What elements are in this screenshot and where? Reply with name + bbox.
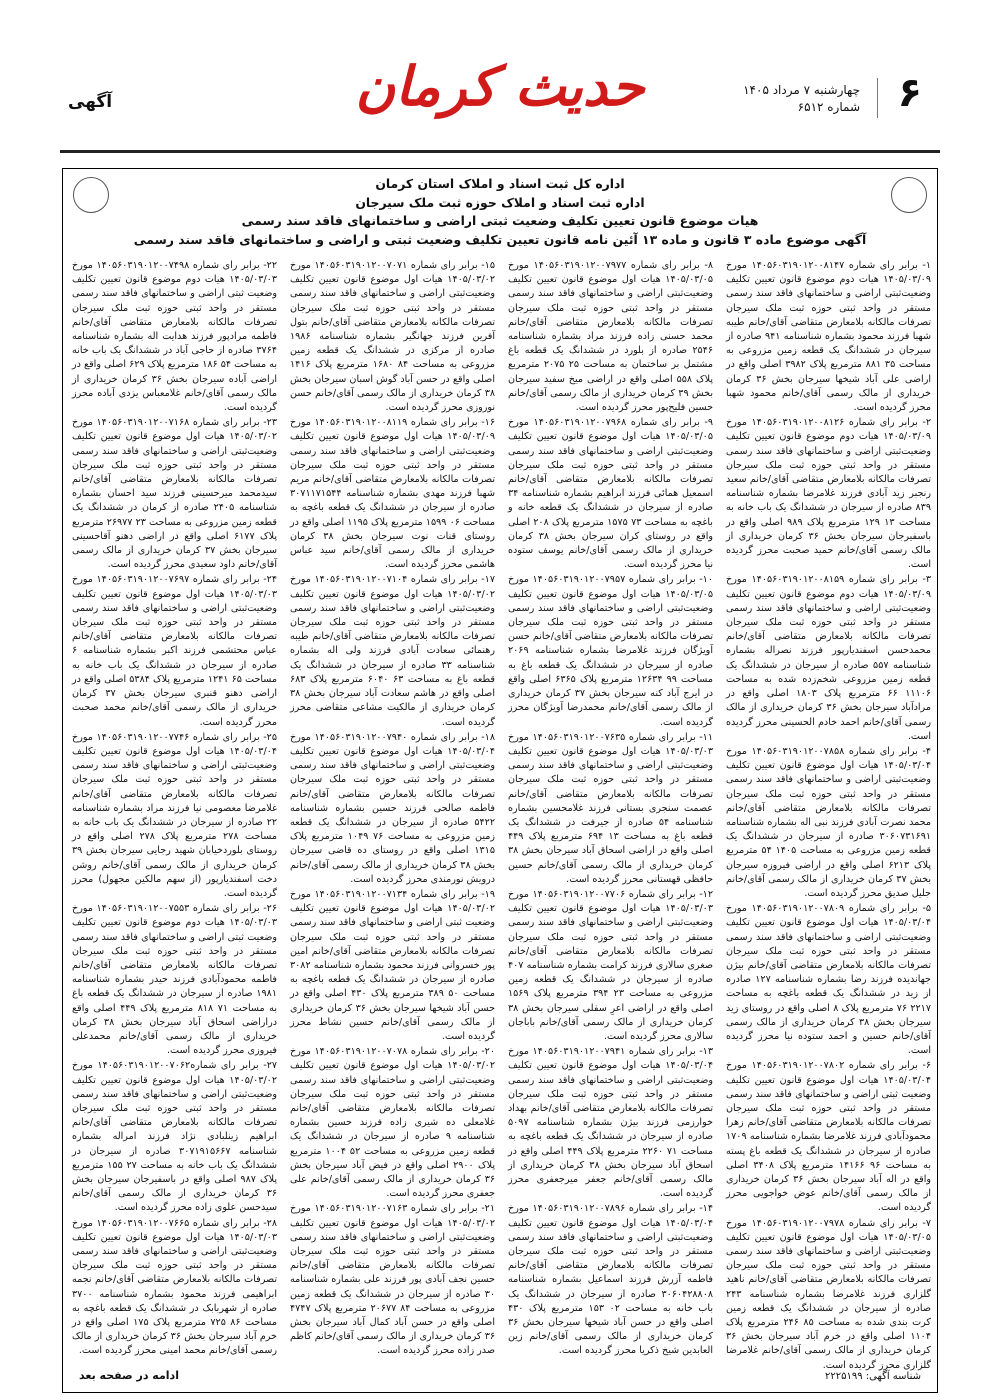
notice-columns xyxy=(69,259,932,1371)
notice-entry: ۲۶- برابر رای شماره ۱۴۰۵۶۰۳۱۹۰۱۲۰۰۷۵۵۳ مورخ ۱۴۰۵/۰۳/۰۳ هیات دوم موضوع قانون تعیین تکلیف وضعیت ثبتی اراضی و ساختمانهای فاقد سند رسمی مستقر در واحد ثبتی حوزه ثبت ملک سیرجان تصرفات مالکانه بلامعارض متقاضی آقای/خانم فاطمه محمودآبادی فرزند حیدر بشماره شناسنامه ۱۹۸۱ صادره از سیرجان در ششدانگ یک قطعه باغ به مساحت ۷۱ ۸۱۸ مترمربع پلاک ۴۴۹ اصلی واقع دراراضی اسحاق آباد سیرجان بخش ۳۸ کرمان خریداری از مالک رسمی آقای/خانم محمدعلی فیروزی محرز گردیده است. xyxy=(72,903,277,1057)
notice-entry: ۱۴- برابر رای شماره ۱۴۰۵۶۰۳۱۹۰۱۲۰۰۷۸۹۶ مورخ ۱۴۰۵/۰۳/۰۴ هیات اول موضوع قانون تعیین تکلیف وضعیت‌ثبتی اراضی و ساختمانهای فاقد سند رسمی مستقر در واحد ثبتی حوزه ثبت ملک سیرجان تصرفات مالکانه بلامعارض متقاضی آقای/خانم فاطمه آزرش فرزند اسماعیل بشماره شناسنامه ۳۰۶۰۴۲۸۸۰۸ صادره از سیرجان در ششدانگ یک باب خانه به مساحت ۰۲ ۱۵۳ مترمربع پلاک ۴۳۰ اصلی واقع در حسن آباد شیخها سیرجان بخش ۳۶ کرمان خریداری از مالک رسمی آقای/خانم زین العابدین شیخ ذکریا محرز گردیده است. xyxy=(508,1203,714,1357)
notice-entry: ۸- برابر رای شماره ۱۴۰۵۶۰۳۱۹۰۱۲۰۰۷۹۷۷ مورخ ۱۴۰۵/۰۳/۰۵ هیات اول موضوع قانون تعیین تکلیف وضعیت‌ثبتی اراضی و ساختمانهای فاقد سند رسمی مستقر در واحد ثبتی حوزه ثبت ملک سیرجان تصرفات مالکانه بلامعارض متقاضی آقای/خانم محمد حسنی زاده فرزند مراد بشماره شناسنامه ۲۵۴۶ صادره از بلورد در ششدانگ یک قطعه باغ مشتمل بر ساختمان به مساحت ۲۵ ۲۰۷۵ مترمربع پلاک ۵۵۸ اصلی واقع در اراضی میخ سفید سیرجان بخش ۳۹ کرمان خریداری از مالک رسمی آقای/خانم حسین فلیح‌پور محرز گردیده است. xyxy=(508,260,713,414)
notice-entry: ۶- برابر رای شماره ۱۴۰۵۶۰۳۱۹۰۱۲۰۰۷۸۰۲ مورخ ۱۴۰۵/۰۳/۰۴ هیات اول موضوع قانون تعیین تکلیف وضعیت ثبتی اراضی و ساختمانهای فاقد سند رسمی مستقر در واحد ثبتی حوزه ثبت ملک سیرجان تصرفات مالکانه بلامعارض متقاضی آقای/خانم زهرا محمودآبادی فرزند غلامرضا بشماره شناسنامه ۱۷۰۹ صادره از سیرجان در ششدانگ یک قطعه باغ پسته به مساحت ۹۶ ۱۴۱۶۶ مترمربع پلاک ۳۴۰۸ اصلی واقع در اله آباد سیرجان بخش ۳۶ کرمان خریداری از مالک رسمی آقای/خانم عوض خواجویی محرز گردیده است. xyxy=(726,1060,931,1214)
notice-entry: ۳- برابر رای شماره ۱۴۰۵۶۰۳۱۹۰۱۲۰۰۸۱۵۹ مورخ ۱۴۰۵/۰۳/۰۹ هیات دوم موضوع قانون تعیین تکلیف وضعیت‌ثبتی اراضی و ساختمانهای فاقد سند رسمی مستقر در واحد ثبتی حوزه ثبت ملک سیرجان تصرفات مالکانه بلامعارض متقاضی آقای/خانم محمدحسن اسفندیارپور فرزند نصراله بشماره شناسنامه ۵۵۷ صادره از سیرجان در ششدانگ یک قطعه زمین مزروعی شخم‌زده شده به مساحت ۱۱۱۰۶ ۶۶ مترمربع پلاک ۱۸۰۳ اصلی واقع در مرادآباد سیرجان بخش ۳۶ کرمان خریداری از مالک رسمی آقای/خانم احمد خادم الحسینی محرز گردیده است. xyxy=(726,574,932,742)
notice-heading xyxy=(123,175,877,249)
notice-entry: ۷- برابر رای شماره ۱۴۰۵۶۰۳۱۹۰۱۲۰۰۷۹۷۸ مورخ ۱۴۰۵/۰۳/۰۵ هیات اول موضوع قانون تعیین تکلیف وضعیت‌ثبتی اراضی و ساختمانهای فاقد سند رسمی مستقر در واحد ثبتی حوزه ثبت ملک سیرجان تصرفات مالکانه بلامعارض متقاضی آقای/خانم ناهید گلزاری فرزند غلامرضا بشماره شناسنامه ۲۴۳ صادره از سیرجان در ششدانگ یک قطعه زمین کرت بندی شده به مساحت ۸۵ ۲۴۶ مترمربع پلاک ۱۱۰۴ اصلی واقع در خرم آباد سیرجان بخش ۳۶ کرمان خریداری از مالک رسمی آقای/خانم غلامرضا گلزاری محرز گردیده است. xyxy=(726,1217,931,1371)
notice-entry: ۱۸- برابر رای شماره ۱۴۰۵۶۰۳۱۹۰۱۲۰۰۷۹۴۰ مورخ ۱۴۰۵/۰۳/۰۴ هیات اول موضوع قانون تعیین تکلیف وضعیت‌ثبتی اراضی و ساختمانهای فاقد سند رسمی مستقر در واحد ثبتی حوزه ثبت ملک سیرجان تصرفات مالکانه بلامعارض متقاضی آقای/خانم فاطمه صالحی فرزند حسین بشماره شناسنامه ۵۴۲۲ صادره از سیرجان در ششدانگ یک قطعه زمین مزروعی به مساحت ۷۶ ۱۰۴۹ مترمربع پلاک ۱۳۱۵ اصلی واقع در روستای ده قاضی سیرجان بخش ۳۸ کرمان خریداری از مالک رسمی آقای/خانم درویش نورمندی محرز گردیده است. xyxy=(290,731,495,885)
issue-date: چهارشنبه ۷ مرداد ۱۴۰۵ xyxy=(743,83,860,97)
notice-entry: ۲۴- برابر رای شماره ۱۴۰۵۶۰۳۱۹۰۱۲۰۰۷۶۹۷ مورخ ۱۴۰۵/۰۳/۰۳ هیات اول موضوع قانون تعیین تکلیف وضعیت‌ثبتی اراضی و ساختمانهای فاقد سند رسمی مستقر در واحد ثبتی حوزه ثبت ملک سیرجان تصرفات مالکانه بلامعارض متقاضی آقای/خانم عباس محتشمی فرزند اکبر بشماره شناسنامه ۶ صادره از سیرجان در ششدانگ یک باب خانه به مساحت ۶۵ ۱۲۴۱ مترمربع پلاک ۵۳۸۴ اصلی واقع در اراضی دهنو قنبری سیرجان بخش ۳۷ کرمان خریداری از مالک رسمی آقای/خانم محمد صحبت محرز گردیده است. xyxy=(72,574,277,728)
notice-entry: ۱۰- برابر رای شماره ۱۴۰۵۶۰۳۱۹۰۱۲۰۰۷۹۵۷ مورخ ۱۴۰۵/۰۳/۰۵ هیات اول موضوع قانون تعیین تکلیف وضعیت‌ثبتی اراضی و ساختمانهای فاقد سند رسمی مستقر در واحد ثبتی حوزه ثبت ملک سیرجان تصرفات مالکانه بلامعارض متقاضی آقای/خانم حسن آویژگان فرزند غلامرضا بشماره شناسنامه ۲۰۶۹ صادره از سیرجان در ششدانگ یک قطعه باغ به مساحت ۹۹ ۱۲۶۳۴ مترمربع پلاک ۶۳۶۵ اصلی واقع در ایرج آباد کنه سیرجان بخش ۳۷ کرمان خریداری از مالک رسمی آقای/خانم محمدرضا آویژگان محرز گردیده است. xyxy=(508,574,714,728)
notice-column-1 xyxy=(726,259,932,1371)
notice-entry: ۱۷- برابر رای شماره ۱۴۰۵۶۰۳۱۹۰۱۲۰۰۷۱۰۴ مورخ ۱۴۰۵/۰۳/۰۲ هیات اول موضوع قانون تعیین تکلیف وضعیت‌ثبتی اراضی و ساختمانهای فاقد سند رسمی مستقر در واحد ثبتی حوزه ثبت ملک سیرجان تصرفات مالکانه بلامعارض متقاضی آقای/خانم طیبه رهنمائی سعادت آبادی فرزند ولی اله بشماره شناسنامه ۳۳ صادره از سیرجان در ششدانگ یک قطعه باغ به مساحت ۶۳ ۶۰۴۰ مترمربع پلاک ۶۸۳ اصلی واقع در هاشم سعادت آباد سیرجان بخش ۳۸ کرمان خریداری از مالکیت مشاعی متقاضی محرز گردیده است. xyxy=(290,574,495,728)
page-number: ۶ xyxy=(897,70,922,116)
notice-entry: ۱۶- برابر رای شماره ۱۴۰۵۶۰۳۱۹۰۱۲۰۰۸۱۱۹ مورخ ۱۴۰۵/۰۳/۰۹ هیات اول موضوع قانون تعیین تکلیف وضعیت‌ثبتی اراضی و ساختمانهای فاقد سند رسمی مستقر در واحد ثبتی حوزه ثبت ملک سیرجان تصرفات مالکانه بلامعارض متقاضی آقای/خانم مریم شهبا فرزند مهدی بشماره شناسنامه ۳۰۷۱۱۷۱۵۴۴ صادره از سیرجان در ششدانگ یک قطعه باغچه به مساحت ۰۶ ۱۵۹۹ مترمربع پلاک ۱۱۹۵ اصلی واقع در روستای قنات نوت سیرجان بخش ۳۸ کرمان خریداری از مالک رسمی آقای/خانم سید عباس هاشمی محرز گردیده است. xyxy=(290,417,495,571)
notice-title-line: هیات موضوع قانون تعیین تکلیف وضعیت ثبتی اراضی و ساختمانهای فاقد سند رسمی xyxy=(241,213,759,228)
continued-note: ادامه در صفحه بعد xyxy=(79,1369,179,1382)
notice-entry: ۲۲- برابر رای شماره ۱۴۰۵۶۰۳۱۹۰۱۲۰۰۷۴۹۸ مورخ ۱۴۰۵/۰۳/۰۳ هیات دوم موضوع قانون تعیین تکلیف وضعیت ثبتی اراضی و ساختمانهای فاقد سند رسمی مستقر در واحد ثبتی حوزه ثبت ملک سیرجان تصرفات مالکانه بلامعارض متقاضی آقای/خانم فاطمه مرادپور فرزند هدایت اله بشماره شناسنامه ۳۷۶۴ صادره از حاجی آباد در ششدانگ یک باب خانه به مساحت ۵۴ ۱۸۶ مترمربع پلاک ۶۲۹ اصلی واقع در اراضی آباده سیرجان بخش ۳۶ کرمان خریداری از مالک رسمی آقای/خانم غلامعباس یزدی آباده محرز گردیده است. xyxy=(72,260,277,414)
notice-entry: ۱۹- برابر رای شماره ۱۴۰۵۶۰۳۱۹۰۱۲۰۰۷۱۳۴ مورخ ۱۴۰۵/۰۳/۰۲ هیات اول موضوع قانون تعیین تکلیف وضعیت ثبتی اراضی و ساختمانهای فاقد سند رسمی مستقر در واحد ثبتی حوزه ثبت ملک سیرجان تصرفات مالکانه بلامعارض متقاضی آقای/خانم امین پور خسروانی فرزند محمود بشماره شناسنامه ۳۰۸۲ صادره از سیرجان در ششدانگ یک قطعه باغچه به مساحت ۵۰ ۳۸۹ مترمربع پلاک ۴۳۰ اصلی واقع در حسن آباد شیخها سیرجان بخش ۳۶ کرمان خریداری از مالک رسمی آقای/خانم حسین نشاط محرز گردیده است. xyxy=(290,888,496,1042)
notice-column-4 xyxy=(72,259,277,1364)
notice-entry: ۲۳- برابر رای شماره ۱۴۰۵۶۰۳۱۹۰۱۲۰۰۷۱۶۸ مورخ ۱۴۰۵/۰۳/۰۲ هیات اول موضوع قانون تعیین تکلیف وضعیت‌ثبتی اراضی و ساختمانهای فاقد سند رسمی مستقر در واحد ثبتی حوزه ثبت ملک سیرجان تصرفات مالکانه بلامعارض متقاضی آقای/خانم سیدمحمد میرحسینی فرزند سید احسان بشماره شناسنامه ۲۴۰۵ صادره از کرمان در ششدانگ یک قطعه زمین مزروعی به مساحت ۲۳ ۲۶۹۷۷ مترمربع پلاک ۶۱۷۷ اصلی واقع در اراضی دهنو آقاحسینی سیرجان بخش ۳۷ کرمان خریداری از مالک رسمی آقای/خانم داود سعیدی محرز گردیده است. xyxy=(72,417,278,571)
notice-entry: ۱۱- برابر رای شماره ۱۴۰۵۶۰۳۱۹۰۱۲۰۰۷۶۳۵ مورخ ۱۴۰۵/۰۳/۰۳ هیات اول موضوع قانون تعیین تکلیف وضعیت‌ثبتی اراضی و ساختمانهای فاقد سند رسمی مستقر در واحد ثبتی حوزه ثبت ملک سیرجان تصرفات مالکانه بلامعارض متقاضی آقای/خانم عصمت سنجری بستانی فرزند غلامحسین بشماره شناسنامه ۵۴ صادره از جیرفت در ششدانگ یک قطعه باغ به مساحت ۱۳ ۶۹۴ مترمربع پلاک ۴۴۹ اصلی واقع در اراضی اسحاق آباد سیرجان بخش ۳۸ کرمان خریداری از مالک رسمی آقای/خانم حسین حافظی قهستانی محرز گردیده است. xyxy=(508,731,714,885)
notice-entry: ۱- برابر رای شماره ۱۴۰۵۶۰۳۱۹۰۱۲۰۰۸۱۴۷ مورخ ۱۴۰۵/۰۳/۰۹ هیات دوم موضوع قانون تعیین تکلیف وضعیت‌ثبتی اراضی و ساختمانهای فاقد سند رسمی مستقر در واحد ثبتی حوزه ثبت ملک سیرجان تصرفات مالکانه بلامعارض متقاضی آقای/خانم طیبه شهبا فرزند محمود بشماره شناسنامه ۹۴۱ صادره از سیرجان در ششدانگ یک قطعه زمین مزروعی به مساحت ۳۵ ۸۸۱ مترمربع پلاک ۳۹۸۲ اصلی واقع در اراضی علی آباد شیخها سیرجان بخش ۳۶ کرمان خریداری از مالک رسمی آقای/خانم محمود شهبا محرز گردیده است. xyxy=(726,260,931,414)
notice-title-line: آگهی موضوع ماده ۳ قانون و ماده ۱۳ آئین نامه قانون تعیین تکلیف وضعیت ثبتی و اراضی و ساختمانهای فاقد سند رسمی xyxy=(133,231,867,247)
notice-entry: ۴- برابر رای شماره ۱۴۰۵۶۰۳۱۹۰۱۲۰۰۷۸۵۸ مورخ ۱۴۰۵/۰۳/۰۴ هیات اول موضوع قانون تعیین تکلیف وضعیت‌ثبتی اراضی و ساختمانهای فاقد سند رسمی مستقر در واحد ثبتی حوزه ثبت ملک سیرجان تصرفات مالکانه بلامعارض متقاضی آقای/خانم محمد نصرت آبادی فرزند نبی اله بشماره شناسنامه ۳۰۶۰۷۳۱۶۹۱ صادره از سیرجان در ششدانگ یک قطعه زمین مزروعی به مساحت ۱۴۰۵ ۵۴ مترمربع پلاک ۶۲۱۳ اصلی واقع در اراضی فیروزه سیرجان بخش ۳۷ کرمان خریداری از مالک رسمی آقای/خانم جلیل صدیق محرز گردیده است. xyxy=(726,745,931,899)
ad-id: شناسه آگهی: ۲۲۲۵۱۹۹ xyxy=(824,1371,921,1382)
notice-title-line: اداره ثبت اسناد و املاک حوزه ثبت ملک سیرجان xyxy=(355,194,645,210)
section-label: آگهی xyxy=(68,92,113,112)
notice-entry: ۲۵- برابر رای شماره ۱۴۰۵۶۰۳۱۹۰۱۲۰۰۷۷۴۶ مورخ ۱۴۰۵/۰۳/۰۴ هیات اول موضوع قانون تعیین تکلیف وضعیت‌ثبتی اراضی و ساختمانهای فاقد سند رسمی مستقر در واحد ثبتی حوزه ثبت ملک سیرجان تصرفات مالکانه بلامعارض متقاضی آقای/خانم غلامرضا معصومی نیا فرزند مراد بشماره شناسنامه ۲۲ صادره از سیرجان در ششدانگ یک باب خانه به مساحت ۲۷۸ مترمربع پلاک ۲۷۸ اصلی واقع در روستای بلوردخیابان شهید رجایی سیرجان بخش ۳۹ کرمان خریداری از مالک رسمی آقای/خانم روشن دخت اسفندیارپور (از سهم مالکین مجهول) محرز گردیده است. xyxy=(72,731,277,899)
notice-entry: ۱۲- برابر رای شماره ۱۴۰۵۶۰۳۱۹۰۱۲۰۰۷۷۰۶ مورخ ۱۴۰۵/۰۳/۰۳ هیات اول موضوع قانون تعیین تکلیف وضعیت‌ثبتی اراضی و ساختمانهای فاقد سند رسمی مستقر در واحد ثبتی حوزه ثبت ملک سیرجان تصرفات مالکانه بلامعارض متقاضی آقای/خانم صغری سالاری فرزند کرامت بشماره شناسنامه ۴۰۷ صادره از سیرجان در ششدانگ یک قطعه زمین مزروعی به مساحت ۲۳ ۳۹۴ مترمربع پلاک ۱۵۶۹ اصلی واقع در اراضی اعرِ سفلی سیرجان بخش ۳۸ کرمان خریداری از مالک رسمی آقای/خانم باباجان سالاری محرز گردیده است. xyxy=(508,888,713,1042)
newspaper-logo: حدیث کرمان xyxy=(355,54,645,118)
masthead-rule xyxy=(60,150,940,153)
masthead xyxy=(60,52,940,152)
issue-number: شماره ۶۵۱۲ xyxy=(797,100,860,114)
notice-entry: ۲۱- برابر رای شماره ۱۴۰۵۶۰۳۱۹۰۱۲۰۰۷۱۶۳ مورخ ۱۴۰۵/۰۳/۰۲ هیات اول موضوع قانون تعیین تکلیف وضعیت‌ثبتی اراضی و ساختمانهای فاقد سند رسمی مستقر در واحد ثبتی حوزه ثبت ملک سیرجان تصرفات مالکانه بلامعارض متقاضی آقای/خانم حسین نجف آبادی پور فرزند علی بشماره شناسنامه ۳۰ صادره از سیرجان در ششدانگ یک قطعه زمین مزروعی به مساحت ۸۴ ۲۰۶۷۷ مترمربع پلاک ۴۷۴۷ اصلی واقع در حسن آباد کمال آباد سیرجان بخش ۳۶ کرمان خریداری از مالک رسمی آقای/خانم کاظم صدر زاده محرز گردیده است. xyxy=(290,1203,495,1357)
notice-entry: ۲۸- برابر رای شماره ۱۴۰۵۶۰۳۱۹۰۱۲۰۰۷۶۶۵ مورخ ۱۴۰۵/۰۳/۰۳ هیات اول موضوع قانون تعیین تکلیف وضعیت‌ثبتی اراضی و ساختمانهای فاقد سند رسمی مستقر در واحد ثبتی حوزه ثبت ملک سیرجان تصرفات مالکانه بلامعارض متقاضی آقای/خانم نجمه ابراهیمی فرزند محمود بشماره شناسنامه ۳۷۰۰ صادره از شهربابک در ششدانگ یک قطعه باغچه به مساحت ۸۶ ۷۲۵ مترمربع پلاک ۱۷۵ اصلی واقع در خرم آباد سیرجان بخش ۳۶ کرمان خریداری از مالک رسمی آقای/خانم محمد امینی محرز گردیده است. xyxy=(72,1217,277,1357)
notice-column-3 xyxy=(290,259,495,1364)
notice-entry: ۵- برابر رای شماره ۱۴۰۵۶۰۳۱۹۰۱۲۰۰۷۸۰۹ مورخ ۱۴۰۵/۰۳/۰۴ هیات اول موضوع قانون تعیین تکلیف وضعیت‌ثبتی اراضی و ساختمانهای فاقد سند رسمی مستقر در واحد ثبتی حوزه ثبت ملک سیرجان تصرفات مالکانه بلامعارض متقاضی آقای/خانم بیژن جهاندیده فرزند رضا بشماره شناسنامه ۱۲۷ صادره از زید در ششدانگ یک قطعه باغچه به مساحت ۲۲۱۷ ۷۶ مترمربع پلاک ۸ اصلی واقع در روستای زید سیرجان بخش ۳۸ کرمان خریداری از مالک رسمی آقای/خانم حسین و احمد ستوده نیا محرز گردیده است. xyxy=(726,903,931,1057)
notice-entry: ۱۵- برابر رای شماره ۱۴۰۵۶۰۳۱۹۰۱۲۰۰۷۰۷۱ مورخ ۱۴۰۵/۰۳/۰۲ هیات اول موضوع قانون تعیین تکلیف وضعیت‌ثبتی اراضی و ساختمانهای فاقد سند رسمی مستقر در واحد ثبتی حوزه ثبت ملک سیرجان تصرفات مالکانه بلامعارض متقاضی آقای/خانم بتول آفرین فرزند جهانگیر بشماره شناسنامه ۱۹۸۶ صادره از مرکزی در ششدانگ یک قطعه زمین مزروعی به مساحت ۸۴ ۱۶۸۰ مترمربع پلاک ۱۴۱۶ اصلی واقع در حسن آباد گوش اسبان سیرجان بخش ۳۸ کرمان خریداری از مالک رسمی آقای/خانم حسن نوروزی محرز گردیده است. xyxy=(290,260,495,414)
notice-entry: ۱۳- برابر رای شماره ۱۴۰۵۶۰۳۱۹۰۱۲۰۰۷۹۴۱ مورخ ۱۴۰۵/۰۳/۰۴ هیات اول موضوع قانون تعیین تکلیف وضعیت‌ثبتی اراضی و ساختمانهای فاقد سند رسمی مستقر در واحد ثبتی حوزه ثبت ملک سیرجان تصرفات مالکانه بلامعارض متقاضی آقای/خانم بهداد خوارزمی فرزند بیژن بشماره شناسنامه ۵۰۹۷ صادره از سیرجان در ششدانگ یک قطعه باغچه به مساحت ۷۱ ۲۲۶۰ مترمربع پلاک ۴۴۹ اصلی واقع در اسحاق آباد سیرجان بخش ۳۸ کرمان خریداری از مالک رسمی آقای/خانم جعفر میرجعفری محرز گردیده است. xyxy=(508,1046,714,1200)
notice-entry: ۹- برابر رای شماره ۱۴۰۵۶۰۳۱۹۰۱۲۰۰۷۹۶۸ مورخ ۱۴۰۵/۰۳/۰۵ هیات اول موضوع قانون تعیین تکلیف وضعیت‌ثبتی اراضی و ساختمانهای فاقد سند رسمی مستقر در واحد ثبتی حوزه ثبت ملک سیرجان تصرفات مالکانه بلامعارض متقاضی آقای/خانم اسمعیل همائی فرزند ابراهیم بشماره شناسنامه ۳۴ صادره از سیرجان در ششدانگ یک قطعه خانه و باغچه به مساحت ۷۳ ۱۵۷۵ مترمربع پلاک ۲۰۸ اصلی واقع در روستای کران سیرجان بخش ۳۸ کرمان خریداری از مالک رسمی آقای/خانم یوسف ستوده نیا محرز گردیده است. xyxy=(508,417,713,571)
notice-entry: ۲۰- برابر رای شماره ۱۴۰۵۶۰۳۱۹۰۱۲۰۰۷۰۷۸ مورخ ۱۴۰۵/۰۳/۰۲ هیات اول موضوع قانون تعیین تکلیف وضعیت‌ثبتی اراضی و ساختمانهای فاقد سند رسمی مستقر در واحد ثبتی حوزه ثبت ملک سیرجان تصرفات مالکانه بلامعارض متقاضی آقای/خانم غلامعلی ده شیری زاده فرزند حسین بشماره شناسنامه ۹ صادره از سیرجان در ششدانگ یک قطعه زمین مزروعی به مساحت ۵۲ ۱۰۰۴ مترمربع پلاک ۲۹۰۰ اصلی واقع در فیض آباد سیرجان بخش ۳۶ کرمان خریداری از مالک رسمی آقای/خانم علی جعفری محرز گردیده است. xyxy=(290,1046,495,1200)
notice-title-line: اداره کل ثبت اسناد و املاک استان کرمان xyxy=(375,176,625,191)
registry-emblem-icon xyxy=(891,177,927,213)
judiciary-emblem-icon xyxy=(73,177,109,213)
notice-entry: ۲۷- برابر رای شماره۱۴۰۵۶۰۳۱۹۰۱۲۰۰۷۰۶۲ مورخ ۱۴۰۵/۰۳/۰۲ هیات اول موضوع قانون تعیین تکلیف وضعیت‌ثبتی اراضی و ساختمانهای فاقد سند رسمی مستقر در واحد ثبتی حوزه ثبت ملک سیرجان تصرفات مالکانه بلامعارض متقاضی آقای/خانم ابراهیم زینلبادی نژاد فرزند امراله بشماره شناسنامه ۳۰۷۱۹۱۵۶۶۷ صادره از سیرجان در ششدانگ یک باب خانه به مساحت ۲۷ ۱۵۵ مترمربع پلاک ۹۸۷ اصلی واقع در باسفیرجان سیرجان بخش ۳۶ کرمان خریداری از مالک رسمی آقای/خانم سیدحسن علوی زاده محرز گردیده است. xyxy=(72,1060,278,1214)
notice-panel xyxy=(62,168,938,1393)
notice-entry: ۲- برابر رای شماره ۱۴۰۵۶۰۳۱۹۰۱۲۰۰۸۱۲۶ مورخ ۱۴۰۵/۰۳/۰۹ هیات دوم موضوع قانون تعیین تکلیف وضعیت‌ثبتی اراضی و ساختمانهای فاقد سند رسمی مستقر در واحد ثبتی حوزه ثبت ملک سیرجان تصرفات مالکانه بلامعارض متقاضی آقای/خانم سعید رنجبر زید آبادی فرزند غلامرضا بشماره شناسنامه ۸۳۹ صادره از سیرجان در ششدانگ یک باب خانه به مساحت ۱۳ ۱۲۹ مترمربع پلاک ۹۸۹ اصلی واقع در باسفیرجان سیرجان بخش ۳۶ کرمان خریداری از مالک رسمی آقای/خانم حمید صحبت محرز گردیده است. xyxy=(726,417,931,571)
notice-column-2 xyxy=(508,259,713,1364)
